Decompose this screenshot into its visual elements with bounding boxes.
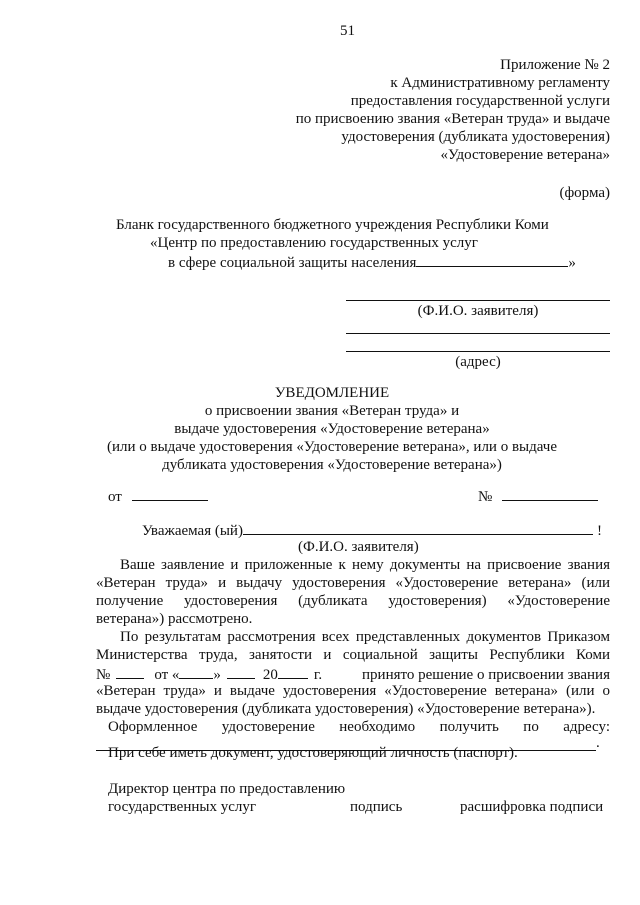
address-line-2[interactable]: [346, 351, 610, 352]
order-g: г.: [313, 667, 323, 683]
signature-label: подпись: [350, 799, 403, 815]
paragraph-3-line: Оформленное удостоверение необходимо получить по адресу:: [108, 719, 610, 735]
director-title-line-1: Директор центра по предоставлению: [108, 781, 346, 797]
blank-line-2: «Центр по предоставлению государственных услуг: [150, 235, 478, 251]
number-field[interactable]: [502, 486, 598, 501]
appendix-line: Приложение № 2: [500, 57, 610, 73]
order-quote: »: [213, 667, 221, 683]
greeting-row: [142, 520, 602, 540]
greeting-end: !: [596, 523, 602, 539]
blank-line-1: Бланк государственного бюджетного учреждения Республики Коми: [116, 217, 549, 233]
passport-note: При себе иметь документ, удостоверяющий личность (паспорт).: [108, 745, 518, 761]
paragraph-1-line: «Ветеран труда» и выдачу удостоверения «Удостоверение ветерана» (или: [96, 575, 610, 591]
paragraph-2-line: «Ветеран труда» и выдаче удостоверения «Удостоверение ветерана» (или о: [96, 683, 610, 699]
document-title: УВЕДОМЛЕНИЕ: [274, 385, 390, 401]
paragraph-2-line: По результатам рассмотрения всех представленных документов Приказом: [120, 629, 610, 645]
fio-line[interactable]: [346, 300, 610, 301]
order-decision-text: принято решение о присвоении звания: [362, 667, 610, 683]
order-from-label: от «: [154, 667, 180, 683]
paragraph-1-line: ветерана») рассмотрено.: [96, 611, 253, 627]
order-year-field[interactable]: [278, 664, 308, 679]
greeting-fio-label: (Ф.И.О. заявителя): [298, 539, 419, 555]
paragraph-2-line: выдаче удостоверения (дубликата удостоверения) «Удостоверение ветерана»).: [96, 701, 596, 717]
appendix-line: удостоверения (дубликата удостоверения): [341, 129, 610, 145]
paragraph-1-line: получение удостоверения (дубликата удостоверения) «Удостоверение: [96, 593, 610, 609]
appendix-line: по присвоению звания «Ветеран труда» и выдаче: [295, 111, 610, 127]
number-label: №: [478, 489, 493, 505]
order-month-field[interactable]: [227, 664, 255, 679]
appendix-header: [190, 56, 610, 164]
order-year-prefix: 20: [262, 667, 278, 683]
blank-line-3-text: в сфере социальной защиты населения: [168, 255, 417, 271]
title-line: о присвоении звания «Ветеран труда» и: [204, 403, 460, 419]
title-line: (или о выдаче удостоверения «Удостоверение ветерана», или о выдаче: [106, 439, 558, 455]
page-number: 51: [340, 23, 355, 39]
greeting-name-field[interactable]: [243, 520, 593, 535]
blank-underline[interactable]: [416, 252, 568, 267]
date-field[interactable]: [132, 486, 208, 501]
number-row: [478, 486, 598, 506]
paragraph-2-order-line: [96, 664, 610, 684]
greeting-text: Уважаемая (ый): [142, 523, 243, 539]
address-pickup-end: .: [596, 735, 600, 751]
appendix-line: «Удостоверение ветерана»: [440, 147, 610, 163]
order-number-field[interactable]: [116, 664, 144, 679]
blank-line-3: [168, 252, 576, 272]
address-label: (адрес): [455, 354, 501, 370]
order-day-field[interactable]: [179, 664, 213, 679]
appendix-line: предоставления государственной услуги: [350, 93, 610, 109]
fio-label: (Ф.И.О. заявителя): [417, 303, 539, 319]
paragraph-2-line: Министерства труда, занятости и социальной защиты Республики Коми: [96, 647, 610, 663]
signature-decoding-label: расшифровка подписи: [460, 799, 604, 815]
blank-line-3-suffix: »: [568, 255, 576, 271]
title-line: выдаче удостоверения «Удостоверение ветерана»: [174, 421, 490, 437]
date-label: от: [108, 489, 122, 505]
date-row: [108, 486, 208, 506]
paragraph-1-line: Ваше заявление и приложенные к нему документы на присвоение звания: [120, 557, 610, 573]
address-line-1[interactable]: [346, 333, 610, 334]
title-line: дубликата удостоверения «Удостоверение ветерана»): [162, 457, 502, 473]
appendix-line: к Административному регламенту: [390, 75, 610, 91]
director-title-line-2: государственных услуг: [108, 799, 257, 815]
order-number-label: №: [96, 667, 111, 683]
form-label: (форма): [559, 185, 610, 201]
